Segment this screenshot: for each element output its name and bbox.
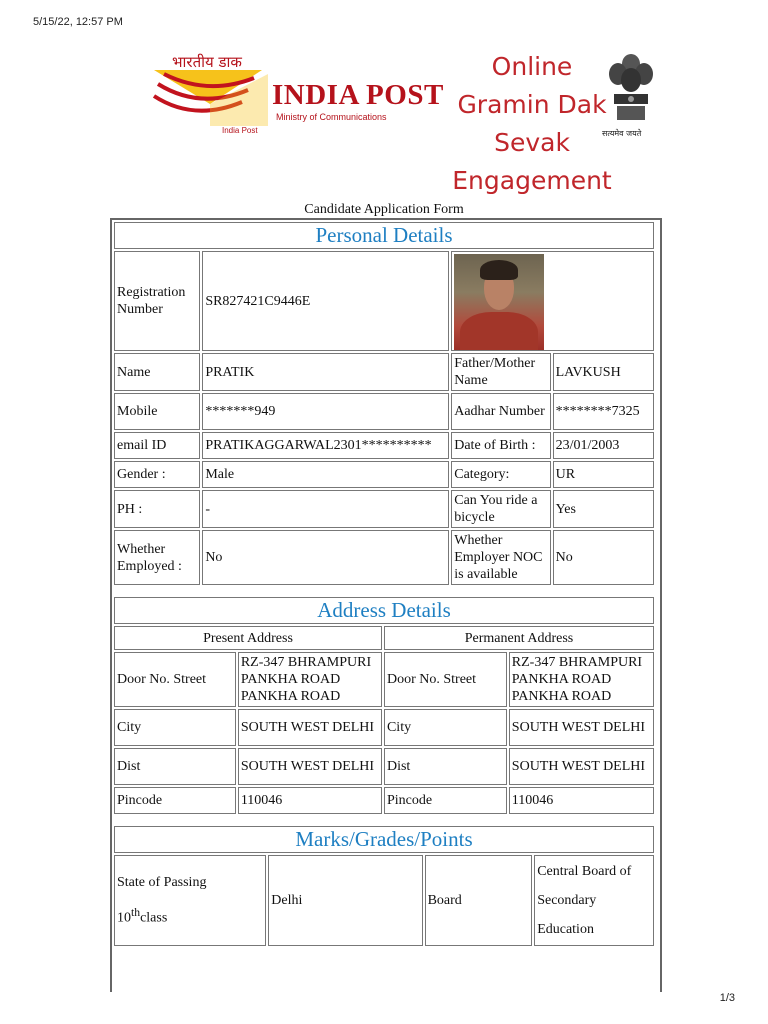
form-title: Candidate Application Form [304,202,464,217]
value-ph: - [202,490,449,528]
page-number: 1/3 [719,992,735,1004]
label-gender: Gender : [114,461,200,488]
label-permanent-dist: Dist [384,748,507,785]
app-title-line: Online [491,52,573,81]
value-permanent-pincode: 110046 [509,787,654,814]
value-present-city: SOUTH WEST DELHI [238,709,382,746]
state-label-text: State of Passing [117,874,207,890]
value-registration: SR827421C9446E [202,251,449,351]
section-title-address: Address Details [114,597,654,624]
app-title-line: Engagement [452,166,612,195]
value-noc: No [553,530,654,585]
label-email: email ID [114,432,200,459]
print-timestamp: 5/15/22, 12:57 PM [33,16,123,28]
logo-hindi-text: भारतीय डाक [172,53,242,71]
label-permanent-city: City [384,709,507,746]
value-present-pincode: 110046 [238,787,382,814]
logo-small-text: India Post [222,126,258,135]
present-address-heading: Present Address [114,626,382,650]
photo-cell [451,251,654,351]
app-title-line: Gramin Dak [457,90,607,119]
value-permanent-city: SOUTH WEST DELHI [509,709,654,746]
class-prefix: 10 [117,910,131,926]
value-aadhar: ********7325 [553,393,654,430]
logo-ministry: Ministry of Communications [276,112,387,122]
national-emblem [602,50,656,140]
label-present-door: Door No. Street [114,652,236,707]
india-post-emblem-icon [150,66,268,128]
label-registration: Registration Number [114,251,200,351]
class-suffix: class [140,910,168,926]
label-ph: PH : [114,490,200,528]
value-name: PRATIK [202,353,449,391]
emblem-motto: सत्यमेव जयते [602,129,642,138]
section-title-personal: Personal Details [114,222,654,249]
marks-table [112,824,656,948]
value-present-dist: SOUTH WEST DELHI [238,748,382,785]
india-post-logo [150,52,450,138]
value-board: Central Board of Secondary Education [534,855,654,946]
label-bicycle: Can You ride a bicycle [451,490,550,528]
value-permanent-dist: SOUTH WEST DELHI [509,748,654,785]
application-form [110,218,662,992]
value-father-mother: LAVKUSH [553,353,654,391]
label-father-mother: Father/Mother Name [451,353,550,391]
label-permanent-door: Door No. Street [384,652,507,707]
label-board: Board [425,855,533,946]
label-category: Category: [451,461,550,488]
value-present-door: RZ-347 BHRAMPURI PANKHA ROAD PANKHA ROAD [238,652,382,707]
label-state-of-passing [114,855,266,946]
value-mobile: *******949 [202,393,449,430]
app-title [448,48,616,200]
value-employed: No [202,530,449,585]
label-present-dist: Dist [114,748,236,785]
value-bicycle: Yes [553,490,654,528]
label-name: Name [114,353,200,391]
section-title-marks: Marks/Grades/Points [114,826,654,853]
value-state-of-passing: Delhi [268,855,422,946]
value-email: PRATIKAGGARWAL2301********** [202,432,449,459]
label-present-city: City [114,709,236,746]
candidate-photo [454,254,544,350]
permanent-address-heading: Permanent Address [384,626,654,650]
label-aadhar: Aadhar Number [451,393,550,430]
value-dob: 23/01/2003 [553,432,654,459]
label-dob: Date of Birth : [451,432,550,459]
address-details-table [112,595,656,816]
app-title-line: Sevak [494,128,570,157]
value-category: UR [553,461,654,488]
value-permanent-door: RZ-347 BHRAMPURI PANKHA ROAD PANKHA ROAD [509,652,654,707]
label-employed: Whether Employed : [114,530,200,585]
label-present-pincode: Pincode [114,787,236,814]
label-permanent-pincode: Pincode [384,787,507,814]
value-gender: Male [202,461,449,488]
ashoka-emblem-icon [606,50,656,128]
label-mobile: Mobile [114,393,200,430]
class-sup: th [131,905,141,919]
logo-wordmark: INDIA POST [272,79,444,111]
label-noc: Whether Employer NOC is available [451,530,550,585]
personal-details-table [112,220,656,587]
